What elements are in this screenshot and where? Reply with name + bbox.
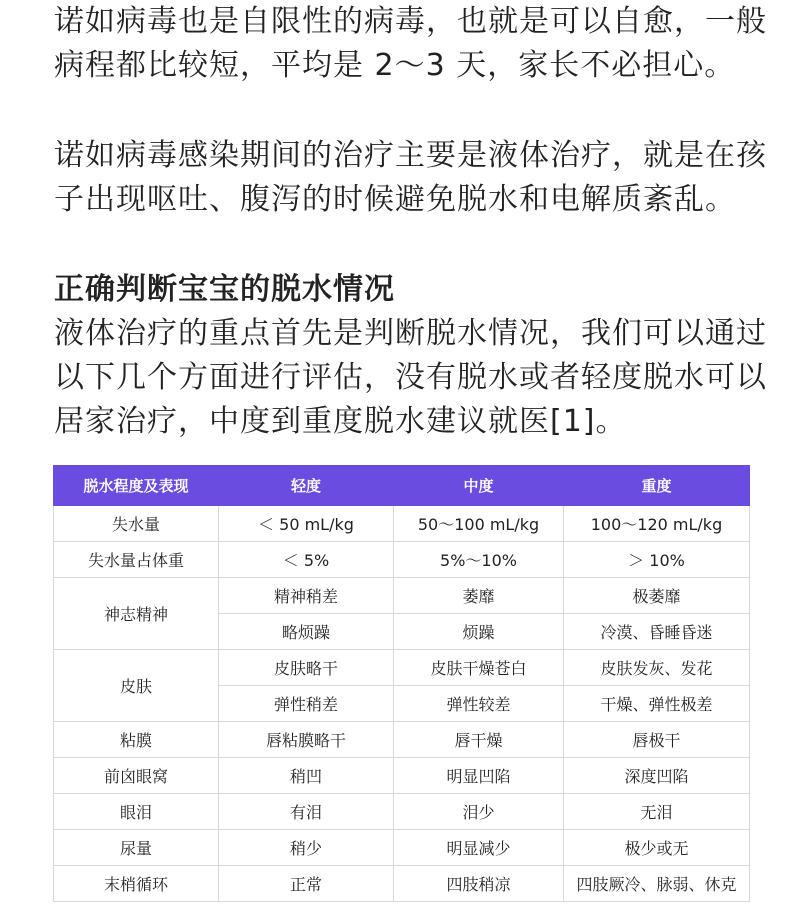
- table-cell: 无泪: [564, 794, 750, 830]
- table-cell: 稍凹: [219, 758, 394, 794]
- table-cell: 四肢稍凉: [394, 866, 564, 902]
- table-cell: 干燥、弹性极差: [564, 686, 750, 722]
- table-cell: ＜ 50 mL/kg: [219, 506, 394, 542]
- row-label: 前囟眼窝: [54, 758, 219, 794]
- table-cell: 萎靡: [394, 578, 564, 614]
- table-row: [54, 578, 750, 614]
- table-cell: 5%～10%: [394, 542, 564, 578]
- table-cell: ＞ 10%: [564, 542, 750, 578]
- table-cell: 深度凹陷: [564, 758, 750, 794]
- table-cell: 唇干燥: [394, 722, 564, 758]
- table-cell: 弹性较差: [394, 686, 564, 722]
- table-cell: 皮肤发灰、发花: [564, 650, 750, 686]
- table-row: [54, 866, 750, 902]
- table-cell: 50～100 mL/kg: [394, 506, 564, 542]
- table-cell: 唇极干: [564, 722, 750, 758]
- table-row: [54, 830, 750, 866]
- row-label: 失水量: [54, 506, 219, 542]
- header-cell: 脱水程度及表现: [54, 466, 219, 506]
- table-cell: 烦躁: [394, 614, 564, 650]
- table-cell: 100～120 mL/kg: [564, 506, 750, 542]
- row-label: 尿量: [54, 830, 219, 866]
- table-cell: 四肢厥冷、脉弱、休克: [564, 866, 750, 902]
- table-row: [54, 758, 750, 794]
- row-label: 失水量占体重: [54, 542, 219, 578]
- row-label: 神志精神: [54, 578, 219, 650]
- table-row: [54, 722, 750, 758]
- table-cell: 皮肤干燥苍白: [394, 650, 564, 686]
- section-heading: 正确判断宝宝的脱水情况: [54, 272, 395, 307]
- table-cell: 有泪: [219, 794, 394, 830]
- paragraph-self-limiting: 诺如病毒也是自限性的病毒，也就是可以自愈，一般病程都比较短，平均是 2～3 天，家长不必担心。: [54, 4, 767, 83]
- table-cell: 极少或无: [564, 830, 750, 866]
- header-cell: 重度: [564, 466, 750, 506]
- table-row: [54, 506, 750, 542]
- table-row: [54, 794, 750, 830]
- header-cell: 轻度: [219, 466, 394, 506]
- table-cell: 唇粘膜略干: [219, 722, 394, 758]
- row-label: 粘膜: [54, 722, 219, 758]
- table-row: [54, 542, 750, 578]
- table-cell: 弹性稍差: [219, 686, 394, 722]
- table-cell: 极萎靡: [564, 578, 750, 614]
- table-cell: 皮肤略干: [219, 650, 394, 686]
- table-cell: 冷漠、昏睡昏迷: [564, 614, 750, 650]
- paragraph-assessment: 液体治疗的重点首先是判断脱水情况，我们可以通过以下几个方面进行评估，没有脱水或者轻度脱水可以居家治疗，中度到重度脱水建议就医[1]。: [54, 316, 767, 439]
- table-cell: 略烦躁: [219, 614, 394, 650]
- table-header-row: [54, 466, 750, 506]
- table-row: [54, 650, 750, 686]
- table-cell: 泪少: [394, 794, 564, 830]
- table-cell: 精神稍差: [219, 578, 394, 614]
- paragraph-treatment: 诺如病毒感染期间的治疗主要是液体治疗，就是在孩子出现呕吐、腹泻的时候避免脱水和电解质紊乱。: [54, 138, 767, 217]
- table-cell: 明显凹陷: [394, 758, 564, 794]
- table-cell: 明显减少: [394, 830, 564, 866]
- table-cell: 稍少: [219, 830, 394, 866]
- row-label: 末梢循环: [54, 866, 219, 902]
- row-label: 皮肤: [54, 650, 219, 722]
- table-cell: ＜ 5%: [219, 542, 394, 578]
- row-label: 眼泪: [54, 794, 219, 830]
- header-cell: 中度: [394, 466, 564, 506]
- table-cell: 正常: [219, 866, 394, 902]
- dehydration-table: [53, 465, 750, 902]
